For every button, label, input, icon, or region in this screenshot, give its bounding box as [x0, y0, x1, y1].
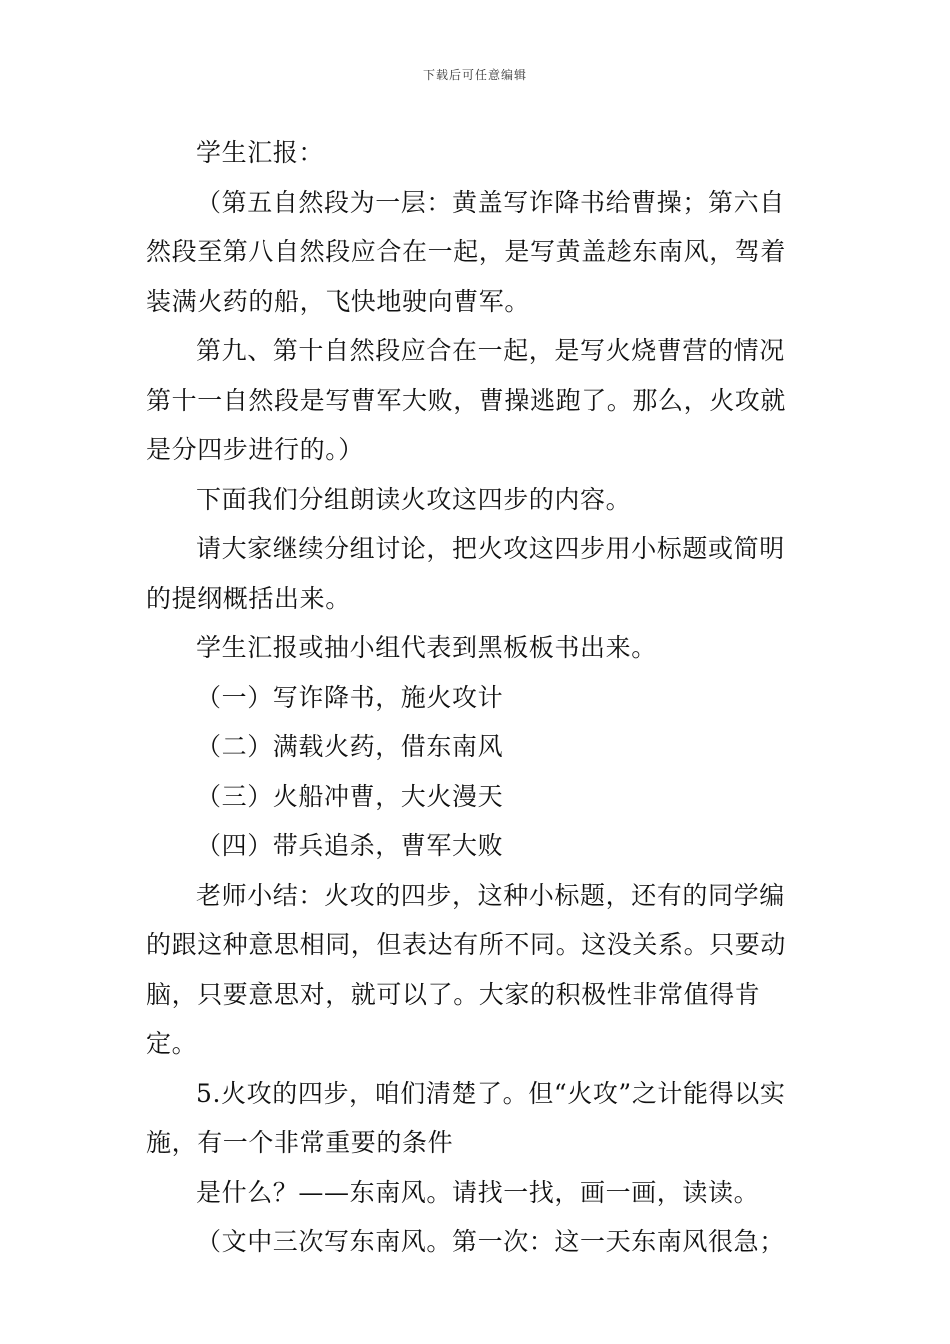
paragraph: 学生汇报：	[196, 138, 325, 167]
paragraph: （第五自然段为一层：黄盖写诈降书给曹操；第六自然段至第八自然段应合在一起，是写黄盖趁东南风，驾着装满火药的船，飞快地驶向曹军。	[146, 187, 787, 316]
paragraph: 学生汇报或抽小组代表到黑板板书出来。	[196, 633, 657, 662]
paragraph: 是什么？——东南风。请找一找，画一画，读读。	[196, 1177, 760, 1207]
paragraph: 5.火攻的四步，咱们清楚了。但“火攻”之计能得以实施，有一个非常重要的条件	[146, 1078, 786, 1157]
paragraph: （文中三次写东南风。第一次：这一天东南风很急；	[196, 1227, 785, 1256]
outline-item: （三）火船冲曹，大火漫天	[196, 781, 504, 811]
outline-item: （二）满载火药，借东南风	[196, 732, 504, 761]
document-body	[146, 128, 808, 1267]
outline-item: （一）写诈降书，施火攻计	[196, 682, 504, 712]
paragraph: 第九、第十自然段应合在一起，是写火烧曹营的情况第十一自然段是写曹军大败，曹操逃跑了。那么，火攻就是分四步进行的。）	[146, 336, 787, 464]
paragraph: 请大家继续分组讨论，把火攻这四步用小标题或简明的提纲概括出来。	[146, 534, 785, 613]
paragraph: 下面我们分组朗读火攻这四步的内容。	[196, 484, 632, 514]
paragraph: 老师小结：火攻的四步，这种小标题，还有的同学编的跟这种意思相同，但表达有所不同。这没关系。只要动脑，只要意思对，就可以了。大家的积极性非常值得肯定。	[146, 880, 787, 1058]
outline-item: （四）带兵追杀，曹军大败	[196, 831, 504, 860]
page-header: 下载后可任意编辑	[422, 68, 527, 82]
